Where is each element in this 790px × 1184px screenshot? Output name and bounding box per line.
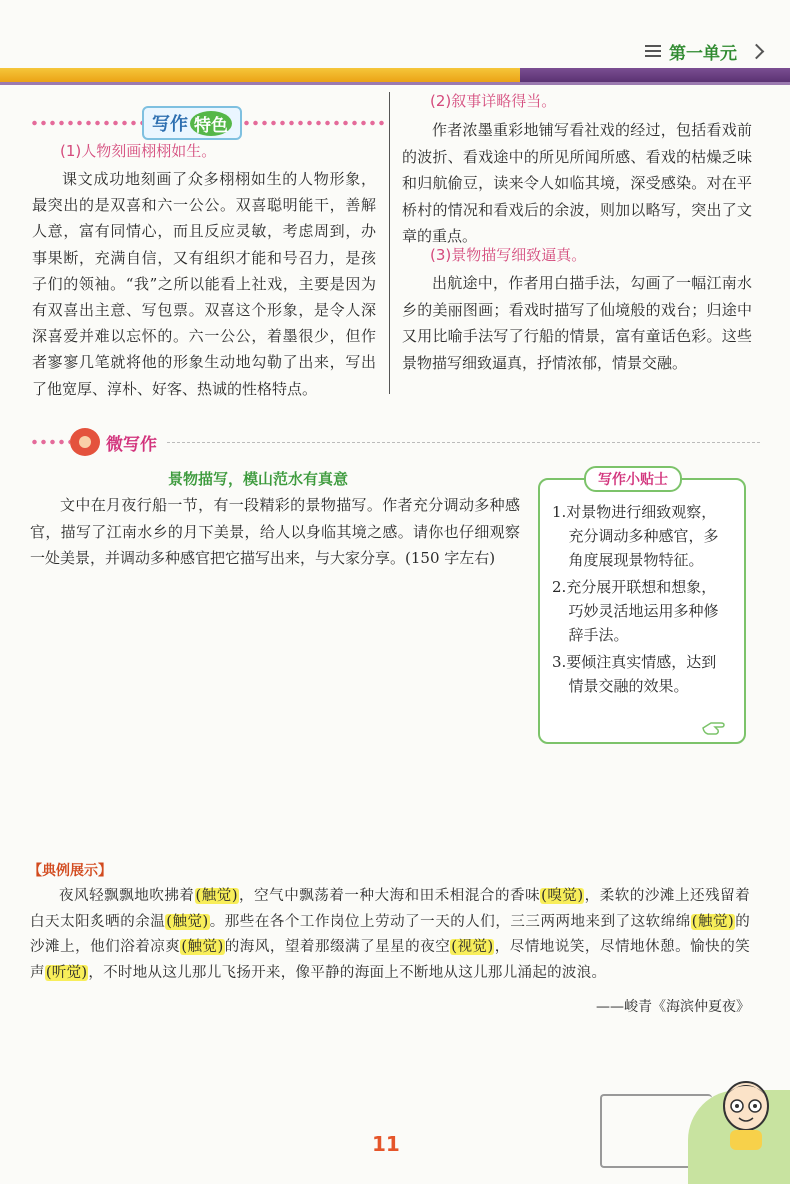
example-attribution: ——峻青《海滨仲夏夜》 — [596, 999, 750, 1015]
page-number: 11 — [372, 1132, 400, 1156]
sense-annotation: (触觉) — [166, 913, 209, 930]
section-header-features — [30, 106, 385, 140]
header-stripe — [0, 68, 790, 82]
feature-heading: (3)景物描写细致逼真。 — [430, 246, 587, 264]
example-text-segment: 夜风轻飘飘地吹拂着 — [59, 888, 195, 904]
tips-box — [538, 478, 746, 744]
tip-item: 2.充分展开联想和想象，巧妙灵活地运用多种修辞手法。 — [552, 578, 719, 644]
mascot-pencil-icon — [70, 428, 100, 456]
sense-annotation: (触觉) — [181, 939, 224, 955]
feature-heading: (2)叙事详略得当。 — [430, 92, 557, 110]
feature-text: 课文成功地刻画了众多栩栩如生的人物形象，最突出的是双喜和六一公公。双喜聪明能干，善解人意，富有同情心，而且反应灵敏，考虑周到，办事果断，充满自信，又有组织才能和号召力，是孩子们的领袖。“我”之所以能看上社戏，主要是因为有双喜出主意、写包票。双喜这个形象，是令人深深喜爱并难以忘怀的。六一公公，着墨很少，但作者寥寥几笔就将他的形象生动地勾勒了出来，写出了他宽厚、淳朴、好客、热诚的性格特点。 — [32, 170, 376, 398]
unit-nav[interactable] — [645, 38, 762, 64]
sense-annotation: (视觉) — [451, 939, 494, 955]
feature-text: 出航途中，作者用白描手法，勾画了一幅江南水乡的美丽图画；看戏时描写了仙境般的戏台；归途中又用比喻手法写了行船的情景，富有童话色彩。这些景物描写细致逼真，抒情浓郁，情景交融。 — [402, 274, 752, 372]
example-heading: 【典例展示】 — [28, 863, 112, 879]
example-text-segment: 。那些在各个工作岗位上劳动了一天的人们，三三两两地来到了这软绵绵 — [209, 913, 691, 930]
sense-annotation: (嗅觉) — [541, 888, 584, 904]
feature-point-1 — [32, 140, 376, 402]
example-text — [30, 884, 750, 986]
sense-annotation: (触觉) — [195, 888, 238, 904]
feature-text: 作者浓墨重彩地铺写看社戏的经过，包括看戏前的波折、看戏途中的所见所闻所感、看戏的枯燥乏味和归航偷豆，读来令人如临其境，深受感染。对在平桥村的情况和看戏后的余波，则加以略写，突出了文章的重点。 — [402, 121, 752, 246]
micro-writing-task-title: 景物描写，模山范水有真意 — [168, 470, 349, 488]
example-text-segment: 的海风，望着那缀满了星星的夜空 — [224, 939, 451, 955]
example-text-segment: 的沙滩上，他们浴着凉爽 — [30, 913, 751, 955]
example-text-segment: ，不时地从这儿那儿飞扬开来，像平静的海面上不断地从这儿那儿涌起的波浪。 — [88, 964, 607, 981]
feature-point-3 — [402, 244, 752, 376]
cartoon-boy-icon — [718, 1080, 774, 1150]
tip-item: 1.对景物进行细致观察，充分调动多种感官，多角度展现景物特征。 — [552, 503, 719, 569]
list-icon — [645, 44, 661, 58]
pointing-hand-icon — [700, 714, 726, 736]
micro-writing-title: 微写作 — [106, 434, 157, 455]
micro-writing-task: 文中在月夜行船一节，有一段精彩的景物描写。作者充分调动多种感官，描写了江南水乡的月下美景，给人以身临其境之感。请你也仔细观察一处美景，并调动多种感官把它描写出来，与大家分享。(150 字左右) — [30, 496, 520, 567]
tips-list — [552, 500, 730, 698]
example-text-segment: ，空气中飘荡着一种大海和田禾相混合的香味 — [238, 888, 541, 904]
feature-point-2 — [402, 90, 752, 250]
tips-title: 写作小贴士 — [584, 466, 682, 492]
feature-heading: (1)人物刻画栩栩如生。 — [60, 142, 217, 160]
example-text-segment: ，尽情地说笑，尽情地休憩。愉快的笑声 — [30, 939, 751, 981]
chevron-right-icon — [749, 43, 765, 59]
example-text-segment: ，柔软的沙滩上还残留着白天太阳炙晒的余温 — [30, 888, 751, 930]
unit-title: 第一单元 — [669, 43, 737, 64]
section-header-micro-writing — [30, 428, 760, 456]
sense-annotation: (触觉) — [691, 913, 734, 930]
sense-annotation: (听觉) — [45, 964, 88, 981]
tip-item: 3.要倾注真实情感，达到情景交融的效果。 — [552, 653, 717, 695]
features-badge: 写作 特色 — [142, 106, 242, 140]
column-divider — [389, 92, 390, 394]
